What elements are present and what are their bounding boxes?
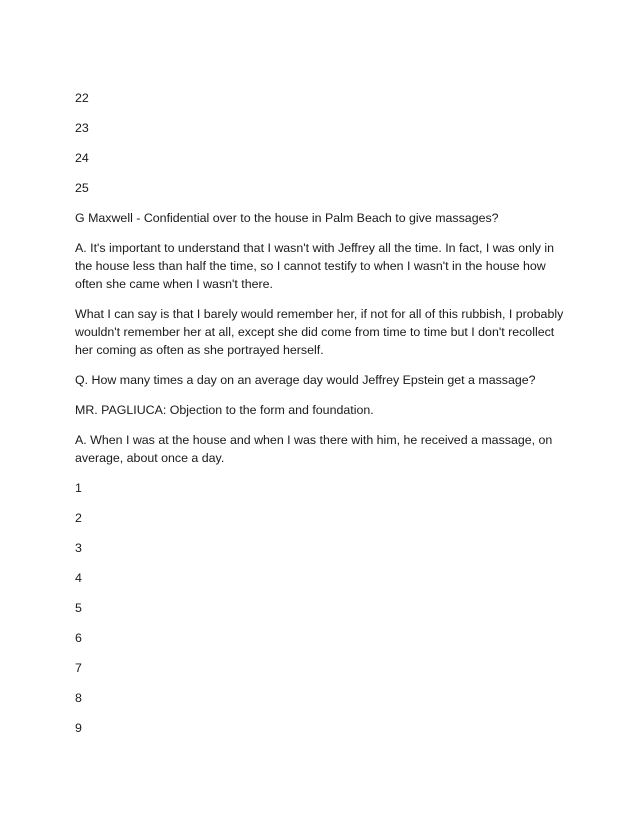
transcript-paragraph: What I can say is that I barely would remember her, if not for all of this rubbish, I probably wouldn't remember her at all, except she did come from time to time but I don't recollect her coming as often as she portrayed herself.: [75, 307, 564, 357]
line-number: 23: [75, 121, 89, 135]
line-number: 1: [75, 481, 82, 495]
line-number: 2: [75, 511, 82, 525]
transcript-body: [75, 89, 565, 749]
transcript-paragraph: A. It's important to understand that I wasn't with Jeffrey all the time. In fact, I was only in the house less than half the time, so I cannot testify to when I wasn't in the house how often she came when I wasn't there.: [75, 241, 555, 291]
transcript-paragraph: MR. PAGLIUCA: Objection to the form and foundation.: [75, 403, 374, 417]
line-number: 7: [75, 661, 82, 675]
line-number: 22: [75, 91, 89, 105]
transcript-paragraph: G Maxwell - Confidential over to the house in Palm Beach to give massages?: [75, 211, 499, 225]
line-number: 6: [75, 631, 82, 645]
line-number: 4: [75, 571, 82, 585]
transcript-paragraph: Q. How many times a day on an average day would Jeffrey Epstein get a massage?: [75, 373, 536, 387]
line-number: 24: [75, 151, 89, 165]
line-number: 8: [75, 691, 82, 705]
line-number: 9: [75, 721, 82, 735]
line-number: 25: [75, 181, 89, 195]
line-number: 5: [75, 601, 82, 615]
transcript-paragraph: A. When I was at the house and when I was there with him, he received a massage, on average, about once a day.: [75, 433, 553, 465]
line-number: 3: [75, 541, 82, 555]
